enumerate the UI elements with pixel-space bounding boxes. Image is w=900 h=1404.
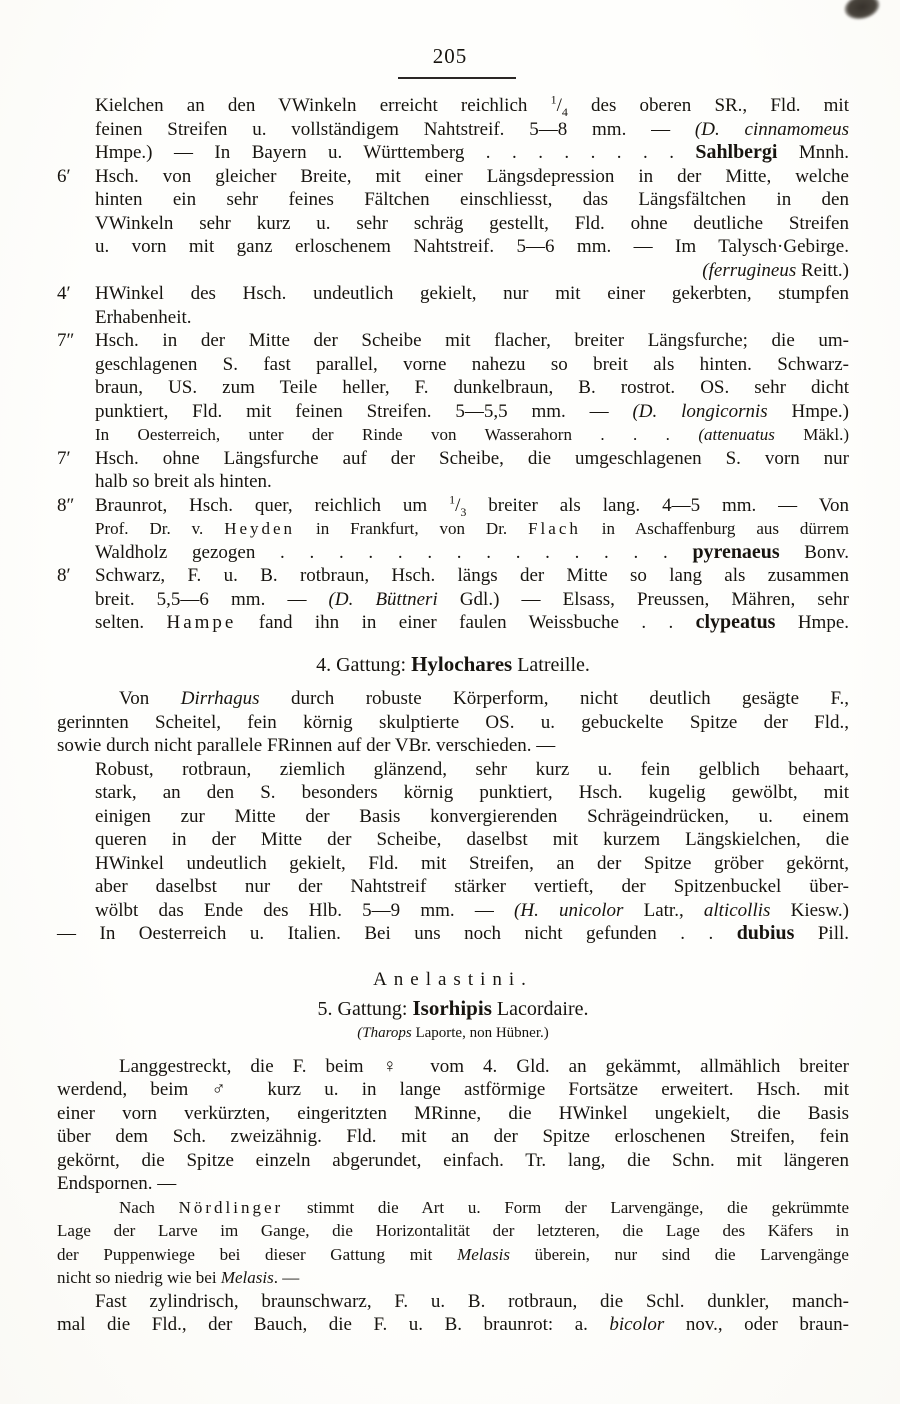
text-segment: (attenuatus [698, 425, 775, 444]
text-segment: . . . . . . . . [485, 142, 696, 163]
page-number: 205 [432, 44, 468, 68]
text-segment: durch robuste Körperform, nicht deutlich gesägte F., [259, 688, 849, 709]
text-segment: Hampe [166, 612, 237, 633]
page-number-rule [398, 77, 516, 79]
text-segment: VWinkeln sehr kurz u. sehr schräg gestellt, Fld. ohne deutliche Streifen [95, 212, 849, 234]
body-line [57, 1172, 849, 1196]
text-segment: Lacordaire. [491, 998, 589, 1020]
text-segment: Schwarz, F. u. B. rotbraun, Hsch. längs der Mitte so lang als zusammen [95, 565, 849, 586]
body-line [95, 852, 849, 876]
key-line [57, 118, 849, 142]
key-couplet-number: 7″ [57, 330, 75, 351]
text-segment: Hsch. ohne Längsfurche auf der Scheibe, die umgeschlagenen S. vorn nur [95, 447, 849, 469]
text-segment: Nach [119, 1197, 179, 1217]
body-line [57, 1313, 849, 1337]
text-segment: Hylochares [411, 651, 513, 676]
text-segment: Langgestreckt, die F. beim ♀ vom 4. Gld. an gekämmt, allmählich breiter [119, 1055, 849, 1077]
body-line [57, 922, 849, 946]
text-segment: . . [641, 612, 696, 633]
body-line [95, 805, 849, 829]
text-segment: braun, US. zum Teile heller, F. dunkelbraun, B. rostrot. OS. sehr dicht [95, 377, 849, 398]
text-segment: feinen Streifen u. vollständigem Nahtstreif. 5—8 mm. — [95, 118, 695, 140]
body-line [57, 734, 849, 758]
key-line [57, 329, 849, 353]
text-segment: Bonv. [779, 541, 849, 563]
text-segment: gerinnten Scheitel, fein körnig skulptierte OS. u. gebuckelte Spitze der Fld., [57, 711, 849, 733]
text-segment: fand ihn in einer faulen Weissbuche [236, 612, 642, 633]
text-segment: . . [680, 923, 737, 944]
text-segment: breit. 5,5—6 mm. — [95, 588, 329, 610]
body-line [57, 1219, 849, 1243]
text-segment: bicolor [609, 1314, 665, 1335]
text-segment: u. vorn mit ganz erloschenem Nahtstreif. 5—6 mm. — Im Talysch·Gebirge. [95, 236, 849, 257]
text-segment: 1 [449, 492, 456, 507]
text-segment: Kiesw.) [770, 899, 849, 921]
text-segment: aber daselbst nur der Nahtstreif stärker vertieft, der Spitzenbuckel über- [95, 876, 849, 897]
text-segment: gekörnt, die Spitze einzeln abgerundet, einfach. Tr. lang, die Schn. mit längeren [57, 1149, 849, 1171]
text-segment: in Frankfurt, von Dr. [295, 519, 529, 538]
text-segment: sowie durch nicht parallele FRinnen auf der VBr. verschieden. — [57, 735, 556, 756]
body-line [95, 828, 849, 852]
text-segment: Erhabenheit. [95, 306, 192, 328]
text-segment: (D. cinnamomeus [694, 118, 849, 140]
text-segment: wölbt das Ende des Hlb. 5—9 mm. — [95, 899, 515, 921]
text-segment: Von [119, 688, 181, 709]
text-segment: — In Oesterreich u. Italien. Bei uns noch nicht gefunden [57, 923, 681, 944]
key-couplet-number: 4′ [57, 283, 71, 304]
text-segment: / [556, 95, 562, 116]
text-segment: Anelastini. [373, 968, 533, 990]
body-line [57, 1102, 849, 1126]
text-segment: Lage der Larve im Gange, die Horizontalität der letzteren, die Lage des Käfers in [57, 1221, 849, 1240]
text-segment: Kielchen an den VWinkeln erreicht reichlich [95, 95, 551, 116]
key-line [57, 423, 849, 447]
text-segment: Nördlinger [178, 1197, 284, 1217]
text-segment: Pill. [794, 923, 850, 944]
text-segment: HWinkel undeutlich gekielt, Fld. mit Streifen, an der Spitze gröber gekörnt, [95, 852, 849, 874]
text-segment: (Tharops [357, 1024, 412, 1041]
text-segment: Reitt.) [796, 259, 849, 281]
body-line [57, 1196, 849, 1220]
key-line [57, 376, 849, 400]
text-segment: Heyden [224, 519, 296, 538]
body-line [57, 1243, 849, 1267]
text-segment: Isorhipis [412, 996, 492, 1020]
text-segment: halb so breit als hinten. [95, 471, 272, 492]
body-line [57, 711, 849, 735]
key-line [57, 212, 849, 236]
ink-blot [842, 0, 883, 23]
body-line [57, 1266, 849, 1290]
text-segment: . — [273, 1268, 300, 1287]
text-segment: einer vorn verkürzten, eingeritzten MRinne, die HWinkel ungekielt, die Basis [57, 1102, 849, 1124]
text-segment: werdend, beim ♂ kurz u. in lange astförmige Fortsätze erweitert. Hsch. mit [57, 1079, 849, 1100]
key-line [57, 564, 849, 588]
key-couplet-number: 8″ [57, 494, 75, 516]
text-segment: Melasis [220, 1268, 274, 1287]
text-segment: Laporte, non Hübner.) [411, 1024, 549, 1041]
text-segment: 5. Gattung: [317, 998, 413, 1020]
text-segment: Braunrot, Hsch. quer, reichlich um [95, 494, 450, 516]
text-segment: nicht so niedrig wie bei [57, 1268, 221, 1287]
text-segment: (D. Büttneri [328, 588, 438, 610]
text-segment: Dirrhagus [180, 688, 260, 709]
body-line [57, 1078, 849, 1102]
key-couplet-number: 8′ [57, 565, 71, 586]
text-segment: Latreille. [512, 653, 590, 676]
body-line [57, 1290, 849, 1314]
text-segment: der Puppenwiege bei dieser Gattung mit [57, 1244, 458, 1264]
text-segment: über dem Sch. zweizähnig. Fld. mit an der Spitze erloschenen Streifen, fein [57, 1126, 849, 1147]
text-segment: stimmt die Art u. Form der Larvengänge, die gekrümmte [283, 1197, 849, 1217]
text-segment: Melasis [457, 1244, 510, 1264]
text-segment: queren in der Mitte der Scheibe, daselbst mit kurzem Längskielchen, die [95, 829, 849, 850]
synonym-line [57, 259, 849, 283]
key-line [57, 188, 849, 212]
text-segment: geschlagenen S. fast parallel, vorne nahezu so breit als hinten. Schwarz- [95, 353, 849, 375]
text-segment: 4 [561, 104, 568, 119]
key-line [57, 541, 849, 565]
text-segment: Waldholz gezogen [95, 541, 281, 563]
key-line [57, 494, 849, 518]
text-segment: Hmpe. [775, 612, 850, 633]
text-segment: Prof. Dr. v. [95, 519, 225, 538]
body-line [95, 781, 849, 805]
text-segment: Hmpe.) — In Bayern u. Württemberg [95, 142, 486, 163]
text-segment: Hmpe.) [767, 400, 849, 422]
body-line [57, 1149, 849, 1173]
text-segment: 3 [460, 504, 467, 519]
key-line [57, 353, 849, 377]
text-segment: punktiert, Fld. mit feinen Streifen. 5—5,5 mm. — [95, 400, 633, 422]
body-line [95, 875, 849, 899]
key-line [57, 235, 849, 259]
genus-heading [57, 997, 849, 1022]
key-line [57, 400, 849, 424]
key-line [57, 447, 849, 471]
text-segment: Gdl.) — Elsass, Preussen, Mähren, sehr [437, 588, 849, 610]
key-line [57, 306, 849, 330]
text-segment: Fast zylindrisch, braunschwarz, F. u. B. rotbraun, die Schl. dunkler, manch- [95, 1290, 849, 1312]
text-segment: (ferrugineus [702, 259, 797, 281]
text-segment: . . . [600, 425, 699, 444]
text-segment: Robust, rotbraun, ziemlich glänzend, sehr kurz u. fein gelblich behaart, [95, 758, 849, 780]
text-segment: mal die Fld., der Bauch, die F. u. B. braunrot: a. [57, 1314, 610, 1335]
text-segment: Latr., [623, 899, 704, 921]
text-segment: selten. [95, 612, 167, 633]
key-line [57, 611, 849, 635]
text-segment: breiter als lang. 4—5 mm. — Von [466, 494, 849, 516]
text-segment: / [455, 494, 461, 516]
text-segment: (H. unicolor [514, 899, 624, 921]
text-segment: des oberen SR., Fld. mit [567, 95, 849, 116]
text-segment: in Aschaffenburg aus dürrem [580, 519, 849, 538]
body-line [57, 1055, 849, 1079]
key-line [57, 282, 849, 306]
text-segment: alticollis [703, 899, 771, 921]
key-line [57, 470, 849, 494]
text-segment: In Oesterreich, unter der Rinde von Wasserahorn [95, 425, 601, 444]
key-line [57, 588, 849, 612]
text-segment: Hsch. von gleicher Breite, mit einer Längsdepression in der Mitte, welche [95, 165, 849, 187]
genus-heading [57, 653, 849, 678]
text-segment: pyrenaeus [692, 540, 780, 563]
text-segment: Flach [528, 519, 581, 538]
text-segment: (D. longicornis [632, 400, 768, 422]
key-line [57, 141, 849, 165]
text-segment: Sahlbergi [695, 141, 778, 163]
text-column [57, 94, 849, 1337]
body-line [95, 899, 849, 923]
text-segment: dubius [736, 922, 795, 944]
text-segment: clypeatus [695, 611, 776, 633]
body-line [57, 687, 849, 711]
text-segment: 1 [550, 92, 557, 107]
text-segment: . . . . . . . . . . . . . . [280, 541, 693, 563]
text-segment: einigen zur Mitte der Basis konvergierenden Schrägeindrücken, u. einem [95, 805, 849, 827]
body-line [57, 1125, 849, 1149]
text-segment: überein, nur sind die Larvengänge [509, 1244, 849, 1264]
text-segment: Mnnh. [777, 142, 849, 163]
genus-synonym-subheading [57, 1023, 849, 1043]
text-segment: Endspornen. — [57, 1173, 177, 1194]
body-line [95, 758, 849, 782]
text-segment: 4. Gattung: [316, 653, 412, 676]
text-segment: nov., oder braun- [664, 1314, 849, 1335]
text-segment: Hsch. in der Mitte der Scheibe mit flacher, breiter Längsfurche; die um- [95, 330, 849, 351]
key-couplet-number: 7′ [57, 447, 71, 469]
tribe-heading [57, 968, 849, 992]
key-line [57, 94, 849, 118]
key-couplet-number: 6′ [57, 165, 71, 187]
text-segment: stark, an den S. besonders körnig punktiert, Hsch. kugelig gewölbt, mit [95, 782, 849, 803]
text-segment: HWinkel des Hsch. undeutlich gekielt, nur mit einer gekerbten, stumpfen [95, 283, 849, 304]
key-line [57, 517, 849, 541]
text-segment: Mäkl.) [774, 425, 850, 444]
text-segment: hinten ein sehr feines Fältchen einschliesst, das Längsfältchen in den [95, 189, 849, 210]
key-line [57, 165, 849, 189]
